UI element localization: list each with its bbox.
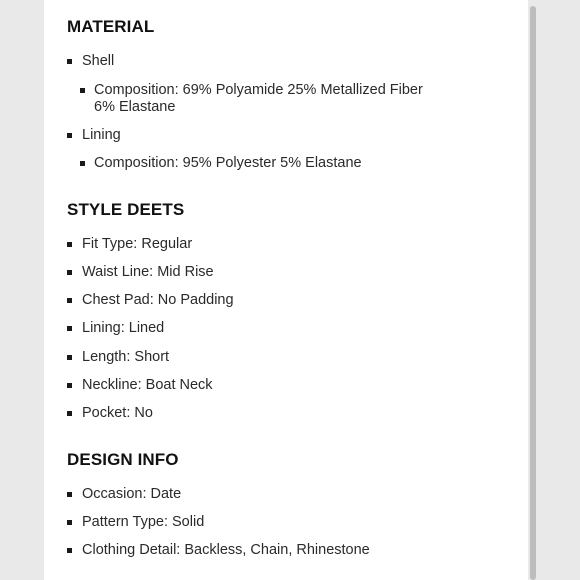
list-item-label: Waist Line: Mid Rise [82,264,214,280]
list-item-label: Lining [82,127,121,143]
bullet-icon [67,133,72,138]
bullet-icon [80,161,85,166]
list-item-label: Lining: Lined [82,320,165,336]
list-item-label: Composition: 69% Polyamide 25% Metallized Fiber 6% Elastane [94,82,423,115]
bullet-icon [67,383,72,388]
section-title-material: MATERIAL [67,17,155,36]
section-title-style-deets: STYLE DEETS [67,200,185,219]
list-item-label: Neckline: Boat Neck [82,377,213,393]
vertical-scrollbar[interactable] [530,6,536,580]
bullet-icon [80,88,85,93]
list-item-label: Chest Pad: No Padding [82,292,234,308]
bullet-icon [67,520,72,525]
bullet-icon [67,492,72,497]
bullet-icon [67,411,72,416]
list-item-label: Occasion: Date [82,486,182,502]
bullet-icon [67,326,72,331]
list-item-label: Length: Short [82,349,170,365]
list-item-label: Composition: 95% Polyester 5% Elastane [94,155,362,171]
list-item-label: Pocket: No [82,405,153,421]
product-details-panel [44,0,528,580]
bullet-icon [67,59,72,64]
bullet-icon [67,548,72,553]
bullet-icon [67,298,72,303]
list-item-label: Shell [82,53,115,69]
bullet-icon [67,355,72,360]
list-item-label: Fit Type: Regular [82,236,193,252]
bullet-icon [67,242,72,247]
list-item-label: Pattern Type: Solid [82,514,205,530]
section-title-design-info: DESIGN INFO [67,450,179,469]
bullet-icon [67,270,72,275]
list-item-label: Clothing Detail: Backless, Chain, Rhinestone [82,542,370,558]
